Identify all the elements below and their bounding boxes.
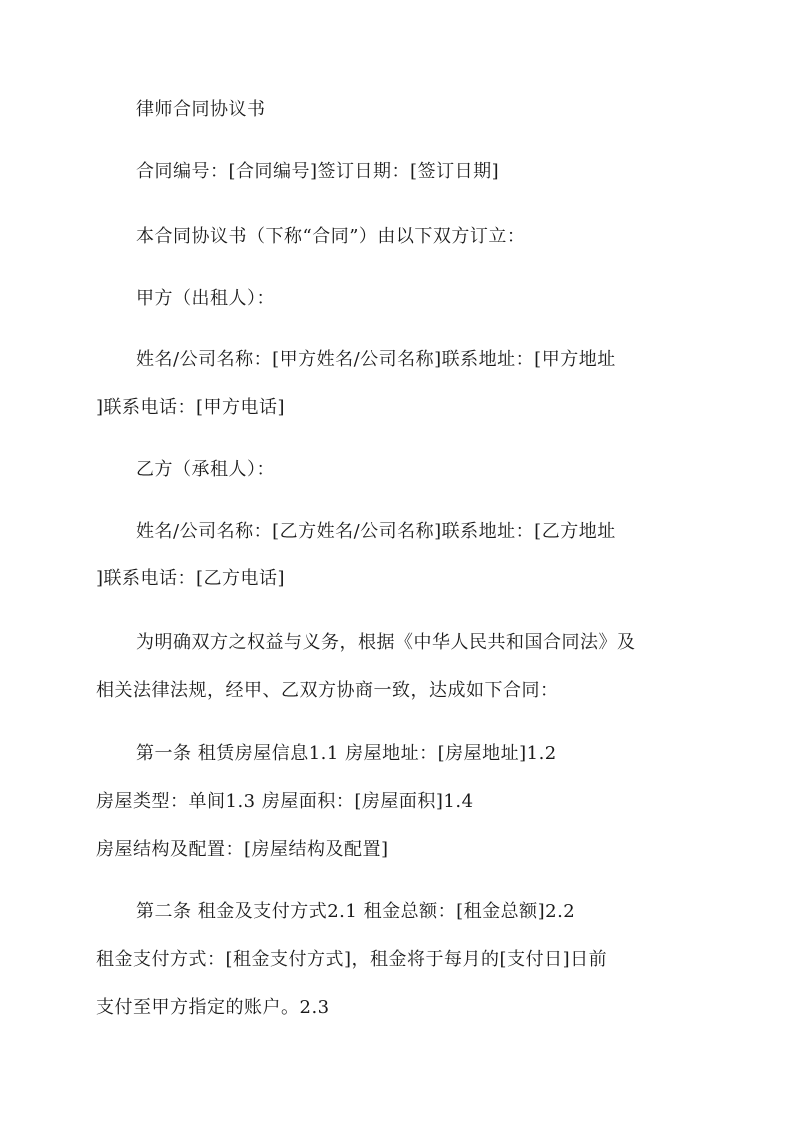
- document-title: 律师合同协议书: [136, 99, 266, 120]
- party-a-line-1: 姓名/公司名称：[甲方姓名/公司名称]联系地址：[甲方地址: [136, 349, 616, 370]
- article-1-line-3: 房屋结构及配置：[房屋结构及配置]: [96, 839, 389, 860]
- purpose-line-1: 为明确双方之权益与义务，根据《中华人民共和国合同法》及: [136, 632, 636, 653]
- article-2-line-3: 支付至甲方指定的账户。2.3: [96, 997, 330, 1018]
- intro-paragraph: 本合同协议书（下称“合同”）由以下双方订立：: [136, 226, 526, 247]
- party-b-line-2: ]联系电话：[乙方电话]: [96, 568, 286, 589]
- article-2-line-1: 第二条 租金及支付方式2.1 租金总额：[租金总额]2.2: [136, 901, 576, 922]
- contract-number-line: 合同编号：[合同编号]签订日期：[签订日期]: [136, 161, 500, 182]
- party-b-heading: 乙方（承租人）：: [136, 459, 275, 480]
- party-a-heading: 甲方（出租人）：: [136, 288, 275, 309]
- purpose-line-2: 相关法律法规，经甲、乙双方协商一致，达成如下合同：: [96, 680, 559, 701]
- article-1-line-1: 第一条 租赁房屋信息1.1 房屋地址：[房屋地址]1.2: [136, 743, 557, 764]
- party-a-line-2: ]联系电话：[甲方电话]: [96, 397, 286, 418]
- party-b-line-1: 姓名/公司名称：[乙方姓名/公司名称]联系地址：[乙方地址: [136, 521, 616, 542]
- article-2-line-2: 租金支付方式：[租金支付方式]，租金将于每月的[支付日]日前: [96, 949, 608, 970]
- article-1-line-2: 房屋类型：单间1.3 房屋面积：[房屋面积]1.4: [96, 791, 474, 812]
